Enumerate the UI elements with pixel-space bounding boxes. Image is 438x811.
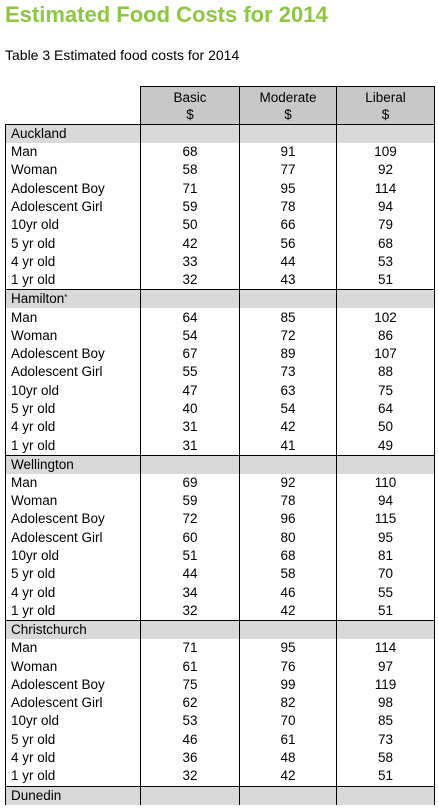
city-name: Hamilton xyxy=(11,291,65,307)
city-footnote-marker: * xyxy=(64,293,68,303)
row-label: Man xyxy=(6,639,141,657)
cost-cell: 66 xyxy=(240,216,337,234)
cost-cell: 99 xyxy=(240,676,337,694)
cost-cell: 72 xyxy=(141,510,240,528)
row-label: 5 yr old xyxy=(6,400,141,418)
cost-cell: 67 xyxy=(141,345,240,363)
row-label: Adolescent Girl xyxy=(6,694,141,712)
city-row xyxy=(6,621,435,640)
city-name: Dunedin xyxy=(11,787,62,803)
cost-cell: 95 xyxy=(240,180,337,198)
cost-cell: 63 xyxy=(240,382,337,400)
cost-cell: 59 xyxy=(141,198,240,216)
cost-cell: 69 xyxy=(141,474,240,492)
cost-cell: 96 xyxy=(240,510,337,528)
column-header-moderate xyxy=(240,87,337,125)
row-label: Woman xyxy=(6,492,141,510)
cost-cell: 89 xyxy=(240,345,337,363)
row-label: Woman xyxy=(6,657,141,675)
cost-cell: 55 xyxy=(141,363,240,381)
cost-cell: 64 xyxy=(337,400,435,418)
cost-cell: 68 xyxy=(141,143,240,161)
row-label: Man xyxy=(6,143,141,161)
table-row xyxy=(6,639,435,657)
cost-cell: 42 xyxy=(240,767,337,786)
table-row xyxy=(6,510,435,528)
row-label: 4 yr old xyxy=(6,749,141,767)
cost-cell: 80 xyxy=(240,529,337,547)
cost-cell: 36 xyxy=(141,749,240,767)
cost-cell: 60 xyxy=(141,529,240,547)
table-row xyxy=(6,547,435,565)
table-row xyxy=(6,216,435,234)
city-name-cell xyxy=(6,455,141,474)
row-label: 1 yr old xyxy=(6,271,141,290)
city-row-empty-cell xyxy=(240,125,337,144)
cost-cell: 119 xyxy=(337,676,435,694)
row-label: Adolescent Girl xyxy=(6,529,141,547)
row-label: Adolescent Girl xyxy=(6,198,141,216)
cost-cell: 73 xyxy=(337,731,435,749)
cost-cell: 41 xyxy=(240,436,337,455)
cost-cell: 51 xyxy=(141,547,240,565)
cost-cell: 68 xyxy=(337,234,435,252)
table-row xyxy=(6,161,435,179)
row-label: 10yr old xyxy=(6,547,141,565)
cost-cell: 58 xyxy=(240,565,337,583)
cost-cell: 61 xyxy=(240,731,337,749)
table-row xyxy=(6,584,435,602)
table-row xyxy=(6,492,435,510)
city-row xyxy=(6,455,435,474)
cost-cell: 58 xyxy=(337,749,435,767)
cost-cell: 32 xyxy=(141,767,240,786)
cost-cell: 81 xyxy=(337,547,435,565)
city-name-cell xyxy=(6,290,141,309)
city-row-empty-cell xyxy=(337,621,435,640)
column-header-unit: $ xyxy=(186,106,194,122)
row-label: Man xyxy=(6,308,141,326)
column-header-name: Moderate xyxy=(259,89,317,105)
cost-cell: 34 xyxy=(141,584,240,602)
cost-cell: 86 xyxy=(337,327,435,345)
cost-cell: 75 xyxy=(141,676,240,694)
cost-cell: 110 xyxy=(337,474,435,492)
row-label: Man xyxy=(6,474,141,492)
table-row xyxy=(6,327,435,345)
cost-cell: 48 xyxy=(240,749,337,767)
page-title: Estimated Food Costs for 2014 xyxy=(5,2,328,27)
row-label: Adolescent Boy xyxy=(6,180,141,198)
table-row xyxy=(6,253,435,271)
table-row xyxy=(6,657,435,675)
column-header-liberal xyxy=(337,87,435,125)
row-label: Adolescent Boy xyxy=(6,345,141,363)
cost-cell: 59 xyxy=(141,492,240,510)
cost-cell: 97 xyxy=(337,657,435,675)
row-label: 1 yr old xyxy=(6,767,141,786)
city-name-cell xyxy=(6,125,141,144)
table-row xyxy=(6,400,435,418)
column-header-name: Basic xyxy=(173,89,207,105)
header-blank-cell xyxy=(6,87,141,125)
cost-cell: 109 xyxy=(337,143,435,161)
cost-cell: 85 xyxy=(337,712,435,730)
city-name-cell xyxy=(6,786,141,805)
cost-cell: 53 xyxy=(337,253,435,271)
cost-cell: 47 xyxy=(141,382,240,400)
cost-cell: 78 xyxy=(240,492,337,510)
cost-cell: 49 xyxy=(337,436,435,455)
cost-cell: 58 xyxy=(141,161,240,179)
cost-cell: 44 xyxy=(240,253,337,271)
cost-cell: 78 xyxy=(240,198,337,216)
table-row xyxy=(6,749,435,767)
cost-cell: 85 xyxy=(240,308,337,326)
cost-cell: 107 xyxy=(337,345,435,363)
cost-cell: 98 xyxy=(337,694,435,712)
cost-cell: 91 xyxy=(240,143,337,161)
city-row-empty-cell xyxy=(141,125,240,144)
cost-cell: 32 xyxy=(141,602,240,621)
cost-cell: 102 xyxy=(337,308,435,326)
row-label: Adolescent Boy xyxy=(6,510,141,528)
city-row-empty-cell xyxy=(141,621,240,640)
cost-cell: 55 xyxy=(337,584,435,602)
cost-cell: 51 xyxy=(337,271,435,290)
cost-cell: 31 xyxy=(141,418,240,436)
city-name: Christchurch xyxy=(11,622,87,638)
cost-cell: 88 xyxy=(337,363,435,381)
row-label: Woman xyxy=(6,327,141,345)
cost-cell: 95 xyxy=(337,529,435,547)
food-costs-table xyxy=(5,86,435,805)
cost-cell: 114 xyxy=(337,639,435,657)
city-row-empty-cell xyxy=(141,290,240,309)
cost-cell: 32 xyxy=(141,271,240,290)
cost-cell: 82 xyxy=(240,694,337,712)
column-header-unit: $ xyxy=(284,106,292,122)
cost-cell: 51 xyxy=(337,767,435,786)
cost-cell: 70 xyxy=(240,712,337,730)
row-label: 5 yr old xyxy=(6,234,141,252)
cost-cell: 50 xyxy=(337,418,435,436)
city-row xyxy=(6,786,435,805)
row-label: 4 yr old xyxy=(6,418,141,436)
row-label: 1 yr old xyxy=(6,436,141,455)
table-row xyxy=(6,436,435,455)
cost-cell: 50 xyxy=(141,216,240,234)
cost-cell: 62 xyxy=(141,694,240,712)
city-row-empty-cell xyxy=(141,786,240,805)
city-name: Wellington xyxy=(11,456,74,472)
table-row xyxy=(6,382,435,400)
row-label: 1 yr old xyxy=(6,602,141,621)
cost-cell: 43 xyxy=(240,271,337,290)
table-row xyxy=(6,271,435,290)
table-row xyxy=(6,565,435,583)
table-row xyxy=(6,198,435,216)
city-name-cell xyxy=(6,621,141,640)
cost-cell: 51 xyxy=(337,602,435,621)
cost-cell: 42 xyxy=(141,234,240,252)
city-row xyxy=(6,125,435,144)
cost-cell: 71 xyxy=(141,180,240,198)
cost-cell: 42 xyxy=(240,602,337,621)
cost-cell: 75 xyxy=(337,382,435,400)
table-row xyxy=(6,676,435,694)
city-row-empty-cell xyxy=(240,786,337,805)
cost-cell: 68 xyxy=(240,547,337,565)
cost-cell: 94 xyxy=(337,198,435,216)
cost-cell: 33 xyxy=(141,253,240,271)
cost-cell: 79 xyxy=(337,216,435,234)
row-label: 10yr old xyxy=(6,712,141,730)
table-row xyxy=(6,234,435,252)
row-label: 10yr old xyxy=(6,382,141,400)
city-row xyxy=(6,290,435,309)
row-label: 5 yr old xyxy=(6,731,141,749)
cost-cell: 95 xyxy=(240,639,337,657)
cost-cell: 71 xyxy=(141,639,240,657)
table-row xyxy=(6,363,435,381)
cost-cell: 114 xyxy=(337,180,435,198)
table-row xyxy=(6,712,435,730)
table-caption: Table 3 Estimated food costs for 2014 xyxy=(5,47,240,63)
cost-cell: 73 xyxy=(240,363,337,381)
cost-cell: 72 xyxy=(240,327,337,345)
table-row xyxy=(6,143,435,161)
column-header-unit: $ xyxy=(381,106,390,122)
cost-cell: 46 xyxy=(240,584,337,602)
row-label: Woman xyxy=(6,161,141,179)
table-row xyxy=(6,474,435,492)
header-row xyxy=(6,87,435,125)
city-row-empty-cell xyxy=(337,786,435,805)
table-row xyxy=(6,602,435,621)
cost-cell: 31 xyxy=(141,436,240,455)
table-row xyxy=(6,418,435,436)
table-row xyxy=(6,345,435,363)
table-row xyxy=(6,767,435,786)
cost-cell: 54 xyxy=(240,400,337,418)
cost-cell: 40 xyxy=(141,400,240,418)
row-label: 4 yr old xyxy=(6,253,141,271)
cost-cell: 92 xyxy=(337,161,435,179)
column-header-name: Liberal xyxy=(365,89,406,105)
city-row-empty-cell xyxy=(337,290,435,309)
table-row xyxy=(6,731,435,749)
city-row-empty-cell xyxy=(337,455,435,474)
cost-cell: 44 xyxy=(141,565,240,583)
table-body xyxy=(6,125,435,805)
city-row-empty-cell xyxy=(337,125,435,144)
table-row xyxy=(6,694,435,712)
city-row-empty-cell xyxy=(141,455,240,474)
row-label: 4 yr old xyxy=(6,584,141,602)
cost-cell: 54 xyxy=(141,327,240,345)
column-header-basic xyxy=(141,87,240,125)
cost-cell: 46 xyxy=(141,731,240,749)
cost-cell: 53 xyxy=(141,712,240,730)
cost-cell: 42 xyxy=(240,418,337,436)
cost-cell: 70 xyxy=(337,565,435,583)
table-row xyxy=(6,529,435,547)
cost-cell: 77 xyxy=(240,161,337,179)
cost-cell: 94 xyxy=(337,492,435,510)
row-label: 10yr old xyxy=(6,216,141,234)
table-row xyxy=(6,308,435,326)
row-label: Adolescent Girl xyxy=(6,363,141,381)
cost-cell: 115 xyxy=(337,510,435,528)
cost-cell: 92 xyxy=(240,474,337,492)
cost-cell: 64 xyxy=(141,308,240,326)
row-label: 5 yr old xyxy=(6,565,141,583)
city-row-empty-cell xyxy=(240,290,337,309)
cost-cell: 61 xyxy=(141,657,240,675)
city-row-empty-cell xyxy=(240,621,337,640)
table-row xyxy=(6,180,435,198)
city-row-empty-cell xyxy=(240,455,337,474)
cost-cell: 76 xyxy=(240,657,337,675)
row-label: Adolescent Boy xyxy=(6,676,141,694)
cost-cell: 56 xyxy=(240,234,337,252)
city-name: Auckland xyxy=(11,126,67,141)
